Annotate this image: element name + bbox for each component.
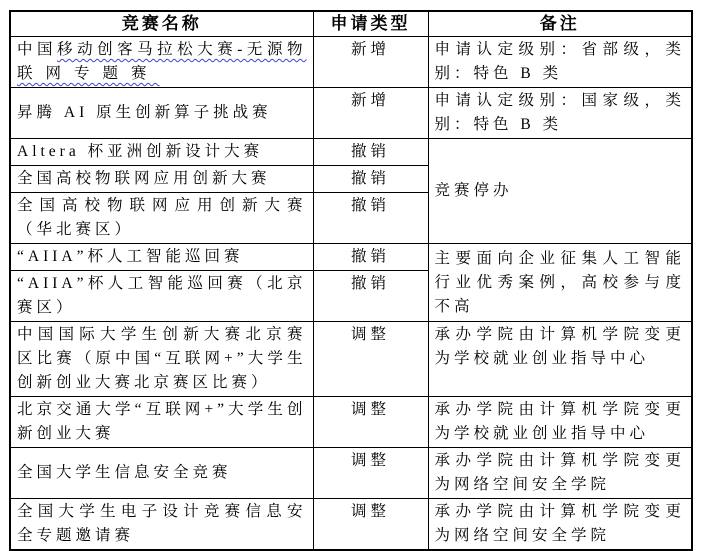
header-row — [10, 11, 692, 37]
spellcheck-wavy-text: 联网专题赛 — [17, 65, 160, 82]
table-row — [10, 244, 692, 271]
table-row — [10, 37, 692, 88]
application-type-cell: 调整 — [313, 322, 428, 397]
table-row — [10, 448, 692, 499]
spellcheck-wavy-text: 移动创客马拉松大赛-无源物 — [57, 41, 307, 58]
application-type-cell: 调整 — [313, 448, 428, 499]
competition-name-cell — [10, 37, 313, 88]
table-row — [10, 88, 692, 139]
application-type-cell: 撤销 — [313, 166, 428, 193]
competition-name-cell: 全国大学生电子设计竞赛信息安全专题邀请赛 — [10, 499, 313, 551]
remark-cell: 承办学院由计算机学院变更为网络空间安全学院 — [428, 448, 692, 499]
competition-name-cell: 全国高校物联网应用创新大赛（华北赛区） — [10, 193, 313, 244]
competition-name-cell: 全国大学生信息安全竞赛 — [10, 448, 313, 499]
competitions-table — [9, 10, 693, 551]
table-row — [10, 499, 692, 551]
merged-remark-cell: 竞赛停办 — [428, 139, 692, 244]
remark-cell: 承办学院由计算机学院变更为学校就业创业指导中心 — [428, 322, 692, 397]
application-type-cell: 新增 — [313, 88, 428, 139]
competition-name-cell: “AIIA”杯人工智能巡回赛 — [10, 244, 313, 271]
table-row — [10, 322, 692, 397]
table-row — [10, 139, 692, 166]
competition-name-cell: 昇腾 AI 原生创新算子挑战赛 — [10, 88, 313, 139]
competition-name-cell: 北京交通大学“互联网+”大学生创新创业大赛 — [10, 397, 313, 448]
application-type-cell: 撤销 — [313, 271, 428, 322]
remark-cell: 承办学院由计算机学院变更为学校就业创业指导中心 — [428, 397, 692, 448]
remark-cell: 承办学院由计算机学院变更为网络空间安全学院 — [428, 499, 692, 551]
application-type-cell: 新增 — [313, 37, 428, 88]
header-remark: 备注 — [428, 11, 692, 37]
application-type-cell: 撤销 — [313, 244, 428, 271]
remark-cell: 申请认定级别：省部级，类别：特色 B 类 — [428, 37, 692, 88]
competition-name-cell: 中国国际大学生创新大赛北京赛区比赛（原中国“互联网+”大学生创新创业大赛北京赛区比赛） — [10, 322, 313, 397]
application-type-cell: 撤销 — [313, 193, 428, 244]
remark-cell: 申请认定级别：国家级，类别：特色 B 类 — [428, 88, 692, 139]
header-application-type: 申请类型 — [313, 11, 428, 37]
application-type-cell: 调整 — [313, 499, 428, 551]
competition-name-cell: “AIIA”杯人工智能巡回赛（北京赛区） — [10, 271, 313, 322]
application-type-cell: 撤销 — [313, 139, 428, 166]
application-type-cell: 调整 — [313, 397, 428, 448]
name-plain-text: 中国 — [17, 41, 58, 58]
table-row — [10, 397, 692, 448]
competition-name-cell: Altera 杯亚洲创新设计大赛 — [10, 139, 313, 166]
header-competition-name: 竞赛名称 — [10, 11, 313, 37]
competition-name-cell: 全国高校物联网应用创新大赛 — [10, 166, 313, 193]
merged-remark-cell: 主要面向企业征集人工智能行业优秀案例，高校参与度不高 — [428, 244, 692, 322]
